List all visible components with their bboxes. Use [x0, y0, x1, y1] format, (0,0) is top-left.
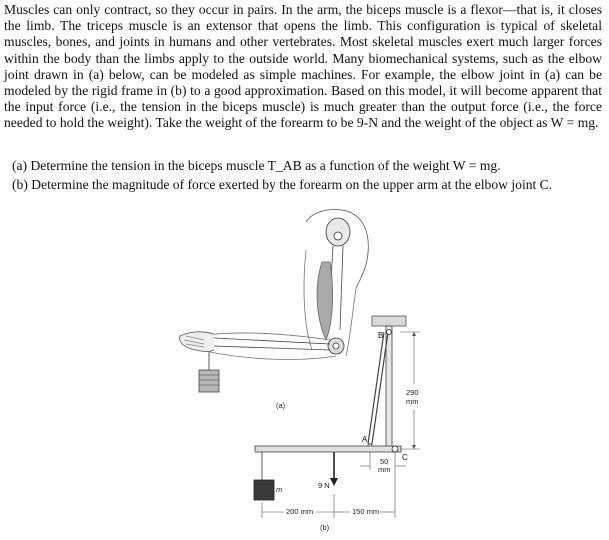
- point-c-label: C: [402, 453, 408, 462]
- dim-150-label: 150 mm: [352, 507, 380, 516]
- mass-label: m: [276, 485, 283, 494]
- figure-label-a: (a): [276, 401, 286, 410]
- arm-illustration: [180, 210, 369, 393]
- point-a-label: A: [362, 435, 368, 444]
- dim-290-unit: mm: [406, 397, 419, 406]
- question-part-a: (a) Determine the tension in the biceps muscle T_AB as a function of the weight W = mg.: [12, 158, 501, 173]
- dim-290-value: 290: [406, 388, 419, 397]
- point-b-label: B: [378, 331, 384, 340]
- problem-paragraph: Muscles can only contract, so they occur in pairs. In the arm, the biceps muscle is a flexor—that is, it closes the limb. The triceps muscle is an extensor that opens the limb. This configuration is typical of skeletal muscles, bones, and joints in humans and other vertebrates. Most skeletal muscles exert much larger forces within the body than the limbs apply to the outside world. Many biomechanical systems, such as the elbow joint drawn in (a) below, can be modeled as simple machines. For example, the elbow joint in (a) can be modeled by the rigid frame in (b) to a good approximation. Based on this model, it will become apparent that the input force (i.e., the tension in the biceps muscle) is much greater than the output force (i.e., the force needed to hold the weight). Take the weight of the forearm to be 9-N and the weight of the object as W = mg.: [4, 2, 602, 131]
- dim-50-value: 50: [380, 457, 389, 466]
- dim-200-label: 200 mm: [286, 507, 314, 516]
- question-part-b: (b) Determine the magnitude of force exerted by the forearm on the upper arm at the elbow joint C.: [12, 177, 553, 192]
- figure-label-b: (b): [320, 523, 330, 532]
- forearm-weight-label: 9 N: [318, 481, 330, 490]
- dim-50-unit: mm: [378, 465, 391, 474]
